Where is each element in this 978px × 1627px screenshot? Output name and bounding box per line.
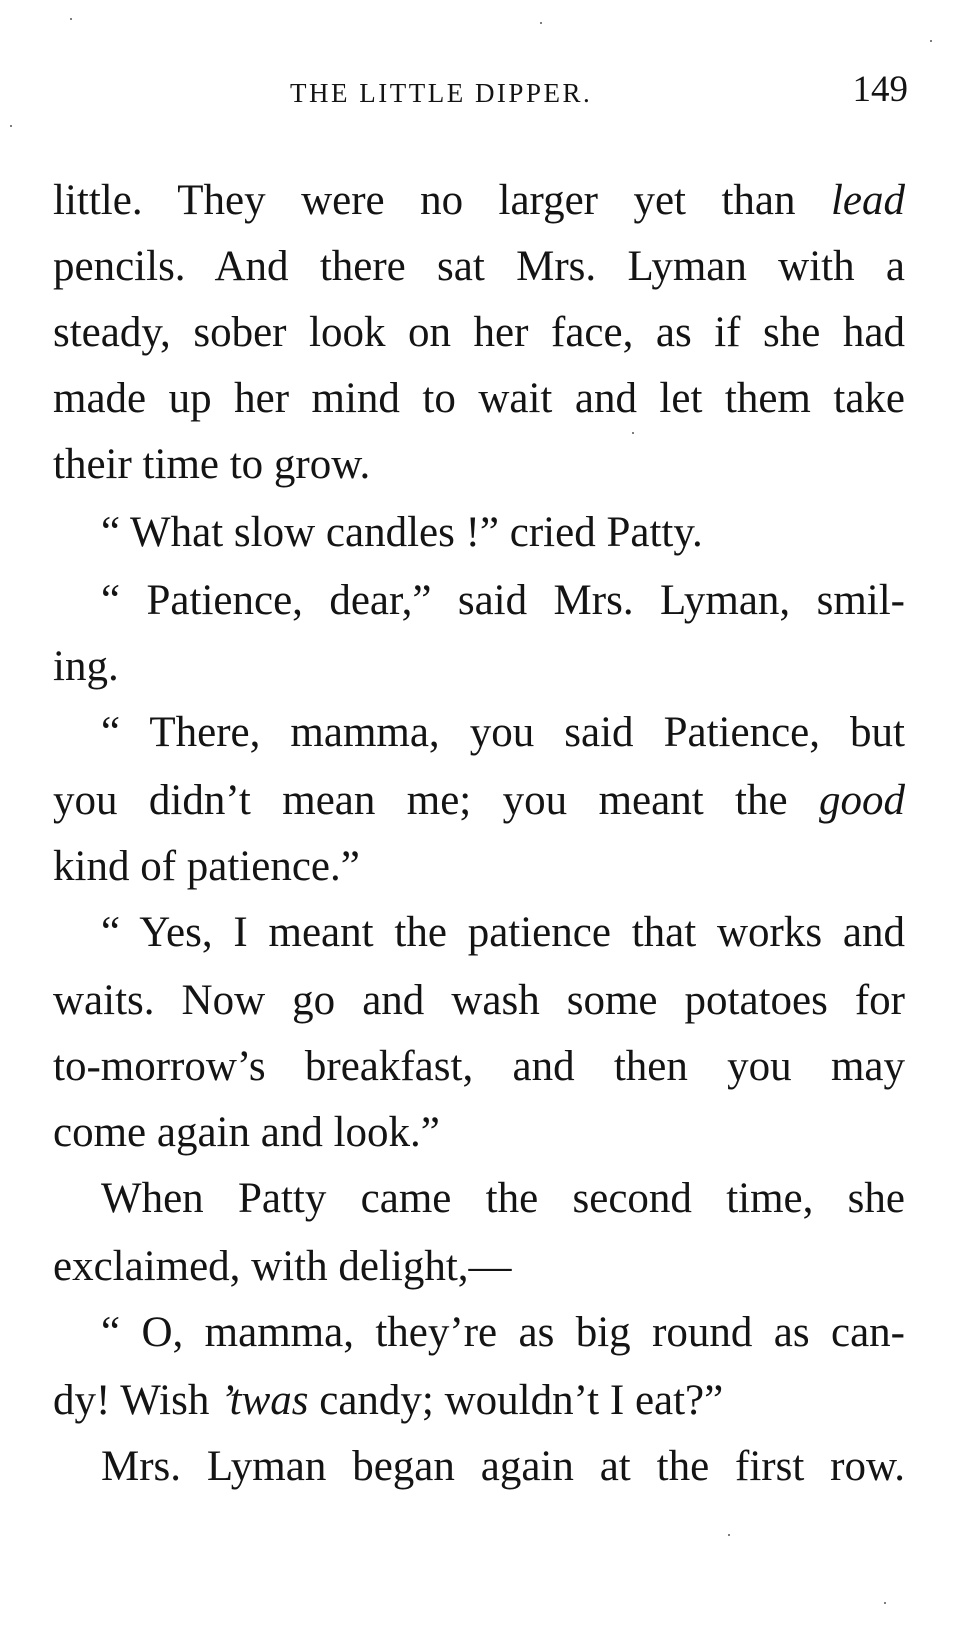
text-run: kind of patience.” <box>53 843 360 890</box>
text-line <box>53 634 905 700</box>
text-line <box>53 1234 905 1300</box>
text-run: candy; wouldn’t I eat?” <box>308 1377 724 1424</box>
text-run: When Patty came the second time, she <box>101 1175 905 1222</box>
text-run: you didn’t mean me; you meant the <box>53 777 819 824</box>
text-line <box>53 500 905 566</box>
text-line <box>53 568 905 634</box>
text-run: come again and look.” <box>53 1109 440 1156</box>
body-text <box>53 168 905 1500</box>
text-run: their time to grow. <box>53 441 371 488</box>
text-line <box>53 1034 905 1100</box>
paper-speck <box>884 1602 886 1604</box>
text-line <box>53 700 905 766</box>
text-line <box>53 834 905 900</box>
paper-speck <box>10 125 12 127</box>
text-run: “ There, mamma, you said Patience, but <box>101 709 905 756</box>
text-line <box>53 366 905 432</box>
text-run: “ Patience, dear,” said Mrs. Lyman, smil- <box>101 577 905 624</box>
text-line <box>53 1100 905 1166</box>
text-run: made up her mind to wait and let them take <box>53 375 905 422</box>
text-run: “ O, mamma, they’re as big round as can- <box>101 1309 905 1356</box>
text-run: pencils. And there sat Mrs. Lyman with a <box>53 243 905 290</box>
text-run: ing. <box>53 643 119 690</box>
text-run: steady, sober look on her face, as if she had <box>53 309 905 356</box>
italic-text-run: lead <box>830 177 905 224</box>
text-line <box>53 1300 905 1366</box>
text-line <box>53 1434 905 1500</box>
paper-speck <box>930 40 932 42</box>
paper-speck <box>70 18 72 20</box>
text-line <box>53 1166 905 1232</box>
text-line <box>53 1368 905 1434</box>
text-run: waits. Now go and wash some potatoes for <box>53 977 905 1024</box>
text-line <box>53 768 905 834</box>
text-line <box>53 968 905 1034</box>
running-title: THE LITTLE DIPPER. <box>290 78 593 108</box>
text-line <box>53 234 905 300</box>
text-run: to-morrow’s breakfast, and then you may <box>53 1043 905 1090</box>
italic-text-run: ’twas <box>220 1377 309 1424</box>
page-number: 149 <box>852 69 908 110</box>
paper-speck <box>728 1534 730 1536</box>
text-run: little. They were no larger yet than <box>53 177 831 224</box>
italic-text-run: good <box>819 777 905 824</box>
text-run: “ Yes, I meant the patience that works and <box>101 909 905 956</box>
text-line <box>53 900 905 966</box>
text-line <box>53 432 905 498</box>
text-run: “ What slow candles !” cried Patty. <box>101 509 703 556</box>
paper-speck <box>540 22 542 24</box>
text-line <box>53 300 905 366</box>
text-run: dy! Wish <box>53 1377 221 1424</box>
page-header <box>0 64 978 114</box>
text-run: Mrs. Lyman began again at the first row. <box>101 1443 905 1490</box>
text-run: exclaimed, with delight,— <box>53 1243 512 1290</box>
paper-speck <box>632 432 634 434</box>
text-line <box>53 168 905 234</box>
